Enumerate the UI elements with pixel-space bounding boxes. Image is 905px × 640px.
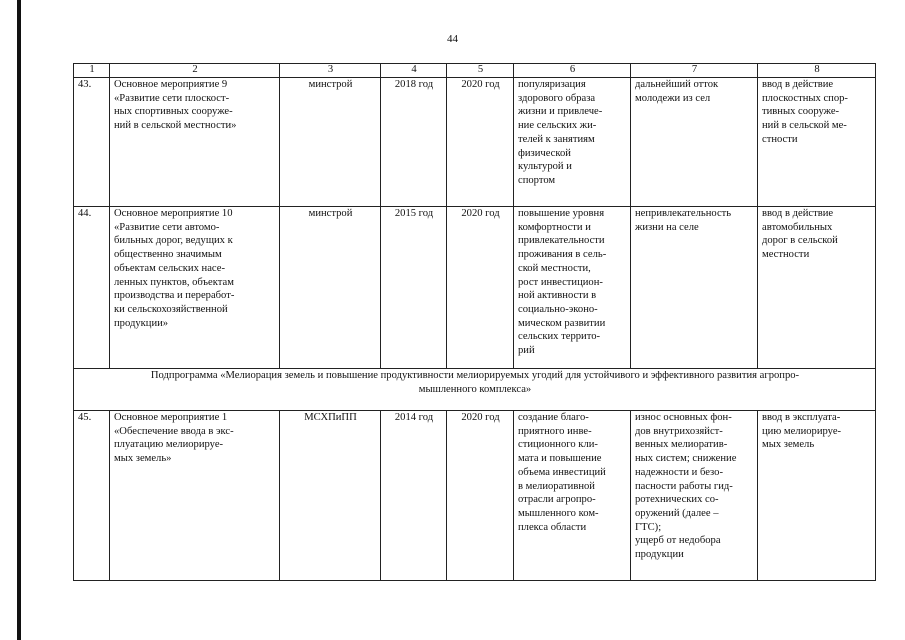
indicator-text: ввод в действие автомобильных дорог в сельской местности xyxy=(762,208,838,261)
result-text: популяризация здорового образа жизни и привлече- ние сельских жи- телей к занятиям физической культурой и спортом xyxy=(518,79,603,186)
start-year-cell: 2014 год xyxy=(381,411,447,581)
result-cell xyxy=(514,207,631,369)
indicator-cell xyxy=(758,411,876,581)
column-header: 1 xyxy=(74,64,110,78)
column-header: 4 xyxy=(381,64,447,78)
indicator-text: ввод в эксплуата- цию мелиорируе- мых земель xyxy=(762,412,842,451)
program-table xyxy=(73,63,876,581)
indicator-text: ввод в действие плоскостных спор- тивных сооруже- ний в сельской ме- стности xyxy=(762,79,848,145)
event-text: Основное мероприятие 10 «Развитие сети автомо- бильных дорог, ведущих к общественно значимым объектам сельских насе- ленных пунктов, объектам производства и переработ- ки сельскохозяйственной продукции» xyxy=(114,208,235,329)
subprogram-heading xyxy=(74,369,876,411)
row-number: 45. xyxy=(74,411,110,581)
page-edge-bar xyxy=(17,0,21,640)
executor-cell: минстрой xyxy=(280,207,381,369)
event-cell xyxy=(110,78,280,207)
column-header: 2 xyxy=(110,64,280,78)
start-year-cell: 2018 год xyxy=(381,78,447,207)
end-year-cell: 2020 год xyxy=(447,411,514,581)
consequences-cell xyxy=(631,411,758,581)
row-number: 44. xyxy=(74,207,110,369)
result-text: повышение уровня комфортности и привлекательности проживания в сель- ской местности, рост инвестицион- ной активности в социально-эконо- мическом развитии сельских террито- рий xyxy=(518,208,607,357)
result-cell xyxy=(514,411,631,581)
subprogram-text: Подпрограмма «Мелиорация земель и повышение продуктивности мелиорируемых угодий для устойчивого и эффективного развития агропро- мышленного комплекса» xyxy=(150,370,800,395)
result-text: создание благо- приятного инве- стиционного кли- мата и повышение объема инвестиций в мелиоративной отрасли агропро- мышленного ком- плекса области xyxy=(518,412,606,533)
start-year-cell: 2015 год xyxy=(381,207,447,369)
indicator-cell xyxy=(758,78,876,207)
consequences-cell xyxy=(631,78,758,207)
table-row xyxy=(74,411,876,581)
consequences-text: дальнейший отток молодежи из сел xyxy=(635,79,719,104)
column-header: 3 xyxy=(280,64,381,78)
subprogram-row xyxy=(74,369,876,411)
event-text: Основное мероприятие 9 «Развитие сети плоскост- ных спортивных сооруже- ний в сельской местности» xyxy=(114,79,237,132)
column-header: 7 xyxy=(631,64,758,78)
executor-cell: минстрой xyxy=(280,78,381,207)
end-year-cell: 2020 год xyxy=(447,78,514,207)
result-cell xyxy=(514,78,631,207)
event-cell xyxy=(110,207,280,369)
table-row xyxy=(74,78,876,207)
consequences-text: непривлекательность жизни на селе xyxy=(635,208,732,233)
table-row xyxy=(74,207,876,369)
column-header: 6 xyxy=(514,64,631,78)
event-text: Основное мероприятие 1 «Обеспечение ввода в экс- плуатацию мелиорируе- мых земель» xyxy=(114,412,234,465)
executor-cell: МСХПиПП xyxy=(280,411,381,581)
event-cell xyxy=(110,411,280,581)
table-header-row xyxy=(74,64,876,78)
column-header: 5 xyxy=(447,64,514,78)
consequences-text: износ основных фон- дов внутрихозяйст- венных мелиоратив- ных систем; снижение надежности и безо- пасности работы гид- ротехнических со- оружений (далее – ГТС); ущерб от недобора продукции xyxy=(635,412,737,561)
indicator-cell xyxy=(758,207,876,369)
consequences-cell xyxy=(631,207,758,369)
end-year-cell: 2020 год xyxy=(447,207,514,369)
page-number: 44 xyxy=(447,33,458,45)
row-number: 43. xyxy=(74,78,110,207)
column-header: 8 xyxy=(758,64,876,78)
